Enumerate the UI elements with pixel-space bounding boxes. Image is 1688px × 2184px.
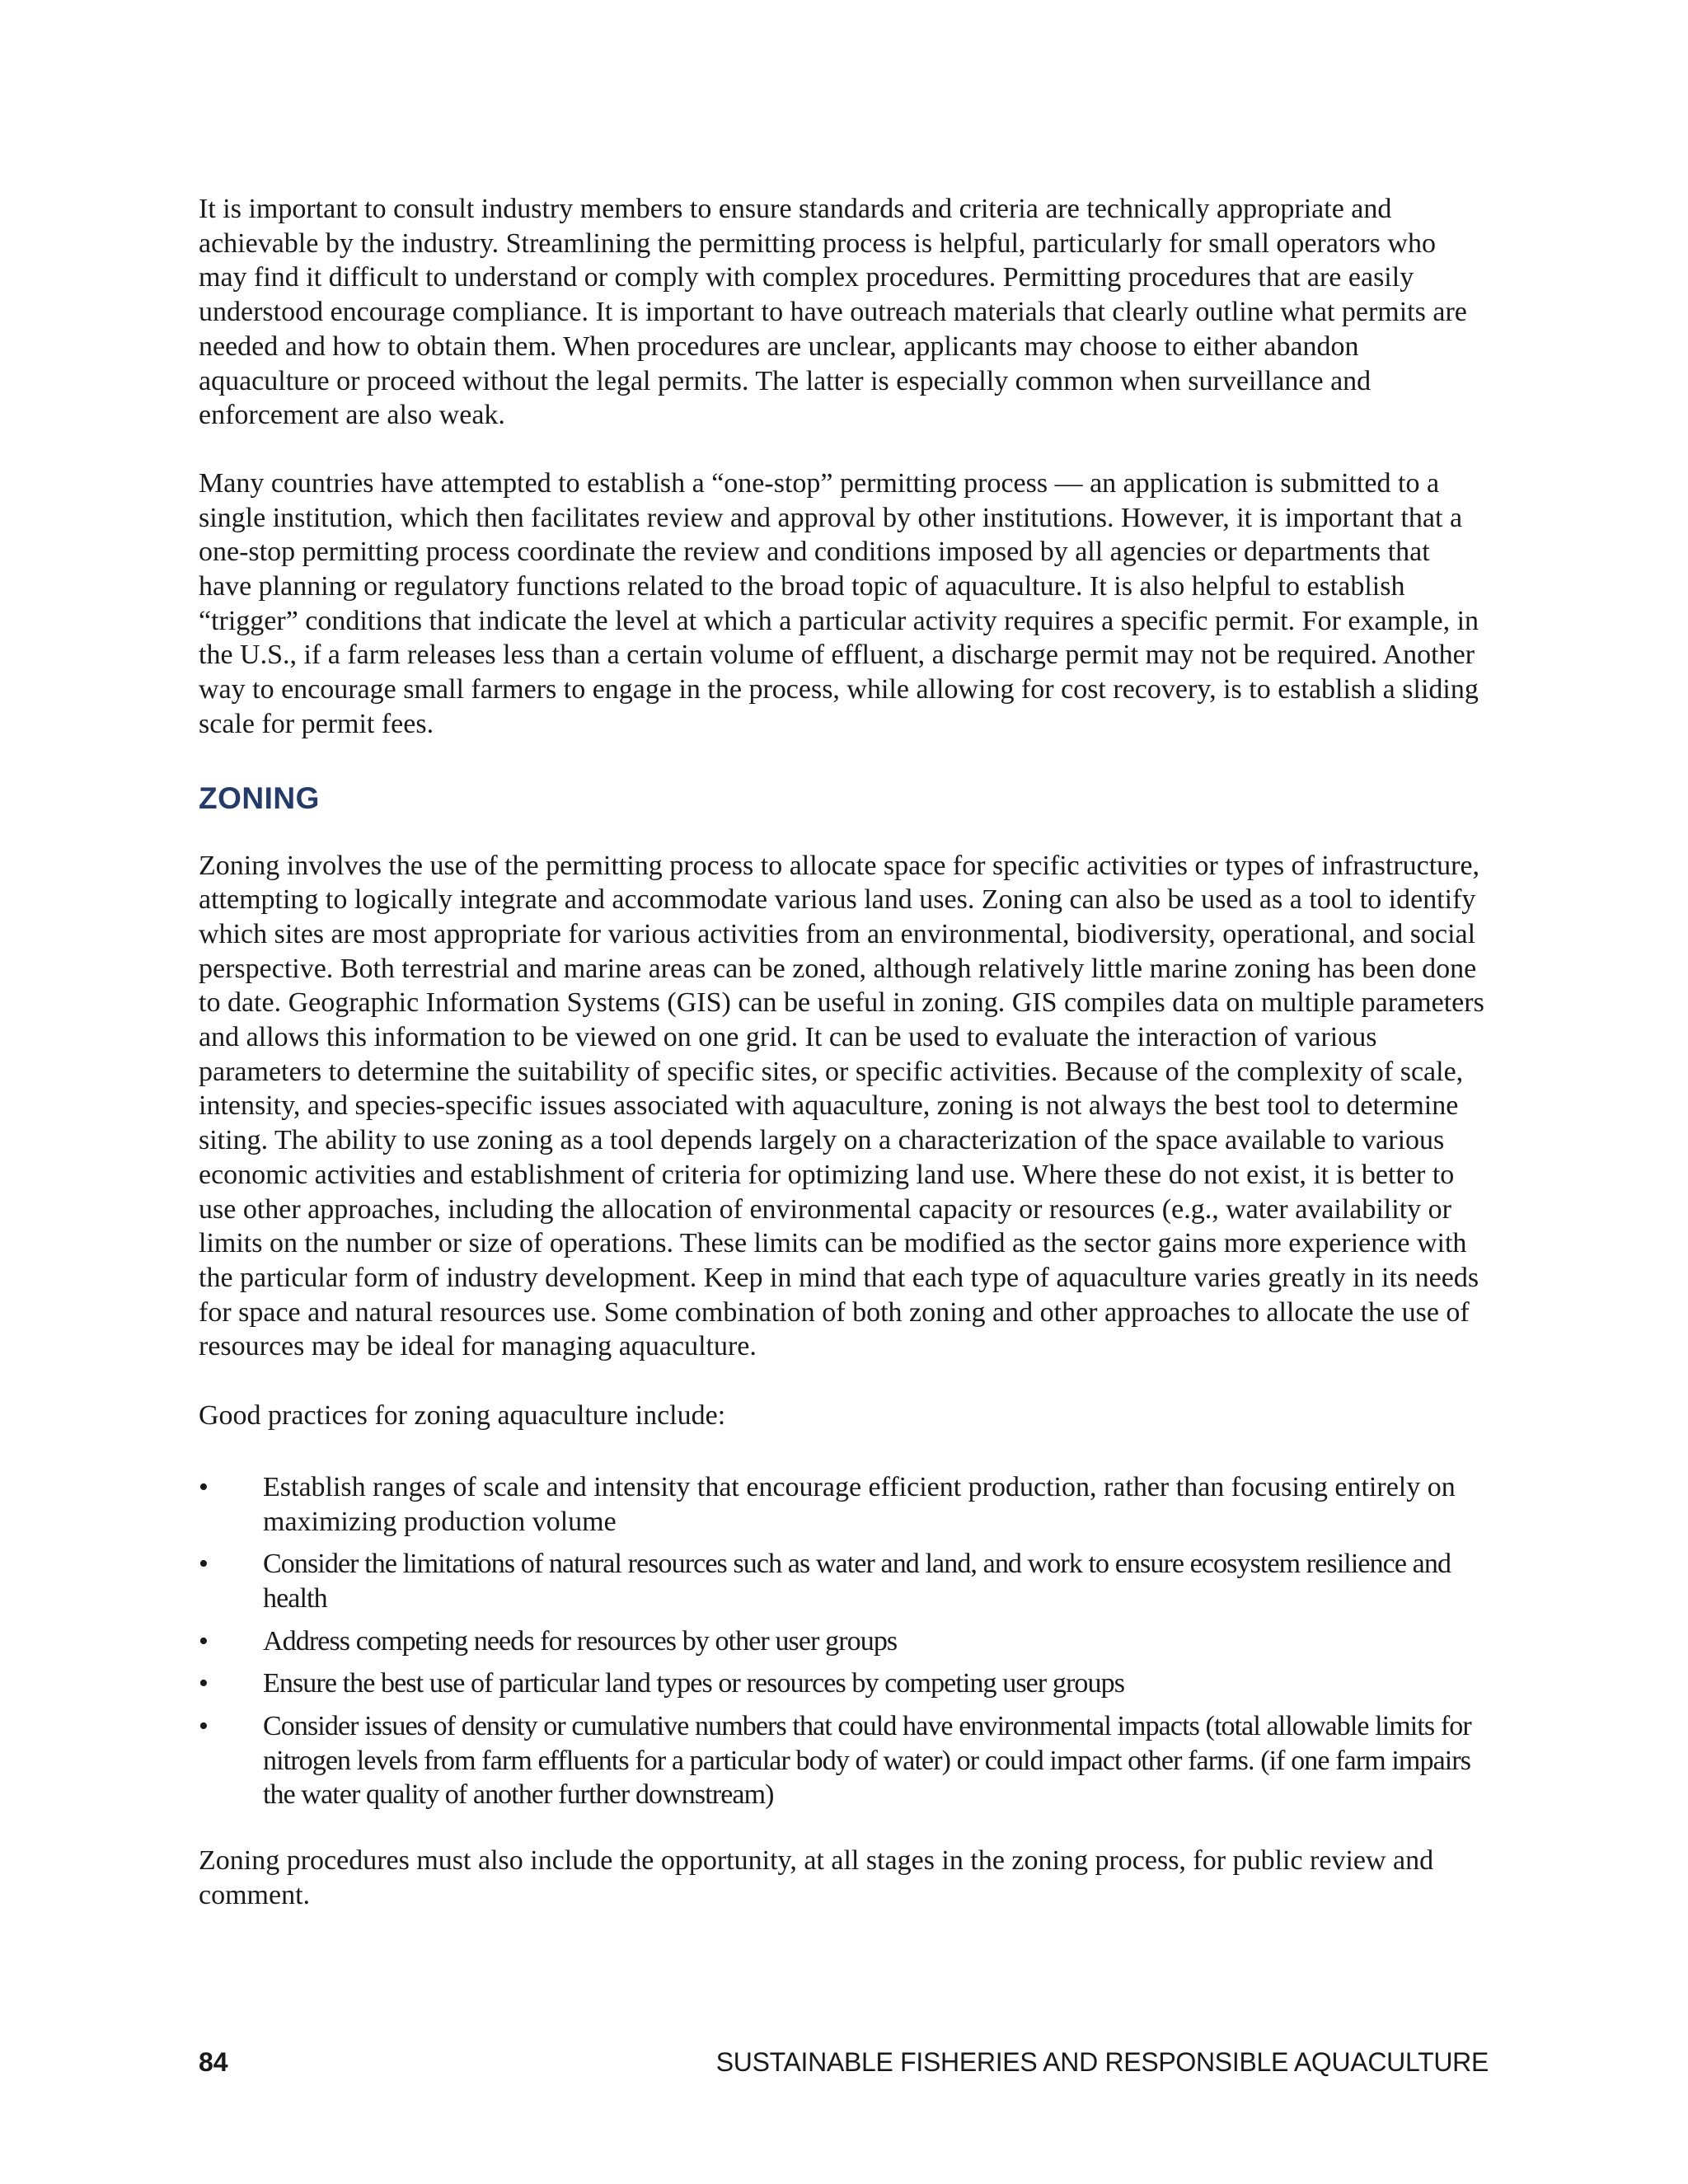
bullet-icon: • xyxy=(199,1668,209,1699)
page-body xyxy=(199,192,1489,1913)
bullet-icon: • xyxy=(199,1471,209,1502)
list-item-text: Ensure the best use of particular land types or resources by competing user groups xyxy=(263,1668,1125,1699)
paragraph-permitting-consultation: It is important to consult industry members to ensure standards and criteria are technically appropriate and achievable by the industry. Streamlining the permitting process is helpful, particularly for small operators who may find it difficult to understand or comply with complex procedures. Permitting procedures that are easily understood encourage compliance. It is important to have outreach materials that clearly outline what permits are needed and how to obtain them. When procedures are unclear, applicants may choose to either abandon aquaculture or proceed without the legal permits. The latter is especially common when surveillance and enforcement are also weak. xyxy=(199,194,1467,431)
paragraph-good-practices-intro: Good practices for zoning aquaculture include: xyxy=(199,1400,726,1432)
paragraph-public-review: Zoning procedures must also include the opportunity, at all stages in the zoning process, for public review and comment. xyxy=(199,1845,1434,1910)
good-practices-list xyxy=(199,1470,1489,1812)
section-heading-zoning: ZONING xyxy=(199,780,320,815)
page-number: 84 xyxy=(199,2047,228,2077)
list-item-text: Consider issues of density or cumulative numbers that could have environmental impacts (total allowable limits for nitrogen levels from farm effluents for a particular body of water) or could impact other farms. (if one farm impairs the water quality of another further downstream) xyxy=(263,1711,1471,1811)
list-item xyxy=(199,1624,1489,1659)
bullet-icon: • xyxy=(199,1711,209,1742)
list-item-text: Consider the limitations of natural resources such as water and land, and work to ensure ecosystem resilience and health xyxy=(263,1549,1451,1614)
paragraph-zoning-overview: Zoning involves the use of the permitting process to allocate space for specific activities or types of infrastructure, attempting to logically integrate and accommodate various land uses. Zoning can also be used as a tool to identify which sites are most appropriate for various activities from an environmental, biodiversity, operational, and social perspective. Both terrestrial and marine areas can be zoned, although relatively little marine zoning has been done to date. Geographic Information Systems (GIS) can be useful in zoning. GIS compiles data on multiple parameters and allows this information to be viewed on one grid. It can be used to evaluate the interaction of various parameters to determine the suitability of specific sites, or specific activities. Because of the complexity of scale, intensity, and species-specific issues associated with aquaculture, zoning is not always the best tool to determine siting. The ability to use zoning as a tool depends largely on a characterization of the space available to various economic activities and establishment of criteria for optimizing land use. Where these do not exist, it is better to use other approaches, including the allocation of environmental capacity or resources (e.g., water availability or limits on the number or size of operations. These limits can be modified as the sector gains more experience with the particular form of industry development. Keep in mind that each type of aquaculture varies greatly in its needs for space and natural resources use. Some combination of both zoning and other approaches to allocate the use of resources may be ideal for managing aquaculture. xyxy=(199,850,1484,1362)
list-item xyxy=(199,1666,1489,1701)
bullet-icon: • xyxy=(199,1625,209,1657)
list-item-text: Address competing needs for resources by other user groups xyxy=(263,1625,898,1657)
list-item xyxy=(199,1709,1489,1812)
running-footer-title: SUSTAINABLE FISHERIES AND RESPONSIBLE AQUACULTURE xyxy=(715,2047,1489,2077)
paragraph-one-stop-permitting: Many countries have attempted to establish a “one-stop” permitting process — an application is submitted to a single institution, which then facilitates review and approval by other institutions. However, it is important that a one-stop permitting process coordinate the review and conditions imposed by all agencies or departments that have planning or regulatory functions related to the broad topic of aquaculture. It is also helpful to establish “trigger” conditions that indicate the level at which a particular activity requires a specific permit. For example, in the U.S., if a farm releases less than a certain volume of effluent, a discharge permit may not be required. Another way to encourage small farmers to engage in the process, while allowing for cost recovery, is to establish a sliding scale for permit fees. xyxy=(199,467,1479,739)
bullet-icon: • xyxy=(199,1549,209,1580)
list-item xyxy=(199,1470,1489,1539)
list-item-text: Establish ranges of scale and intensity that encourage efficient production, rather than focusing entirely on maximizing production volume xyxy=(263,1471,1456,1537)
list-item xyxy=(199,1547,1489,1615)
